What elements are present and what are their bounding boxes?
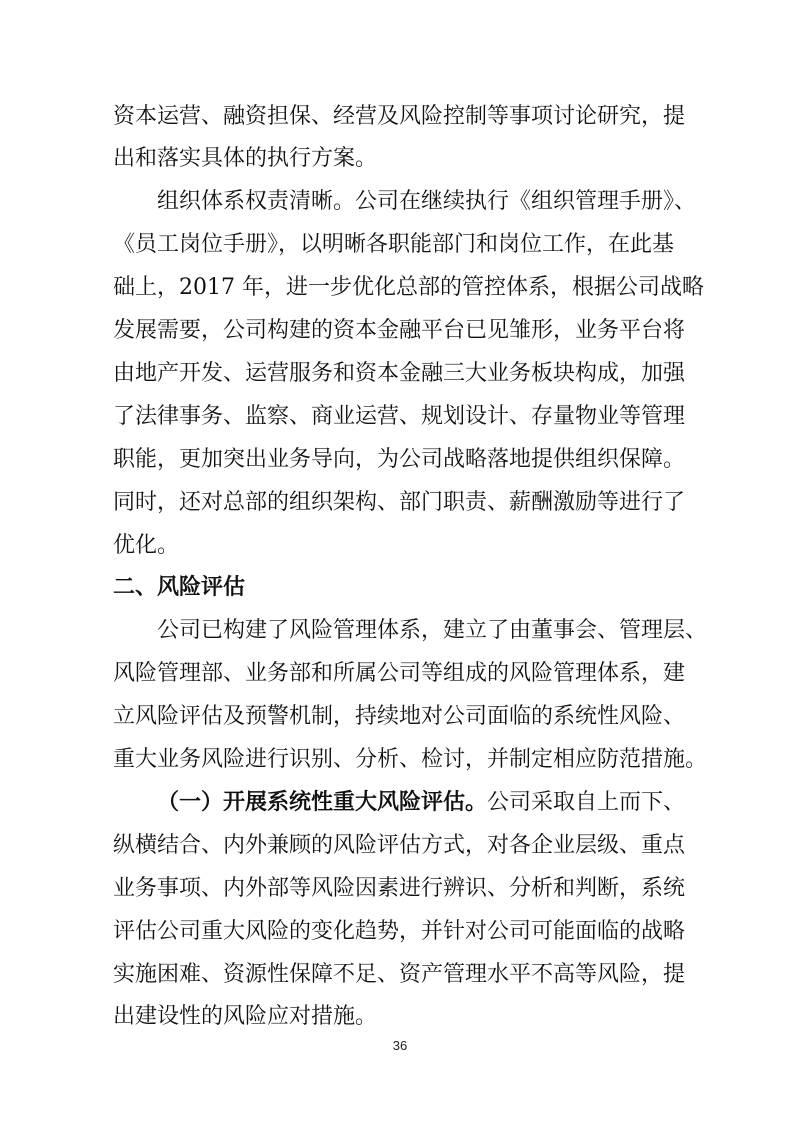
text-line: 业务事项、内外部等风险因素进行辨识、分析和判断，系统 (113, 876, 686, 901)
text-line: 《员工岗位手册》，以明晰各职能部门和岗位工作，在此基 (113, 232, 675, 257)
text-line: 出建设性的风险应对措施。 (113, 1004, 378, 1029)
text-line: 由地产开发、运营服务和资本金融三大业务板块构成，加强 (113, 361, 686, 386)
paragraph-first-line: 公司已构建了风险管理体系，建立了由董事会、管理层、 (157, 618, 708, 643)
text-line: 同时，还对总部的组织架构、部门职责、薪酬激励等进行了 (113, 490, 686, 515)
section-heading: 二、风险评估 (113, 575, 246, 600)
text-line: 出和落实具体的执行方案。 (113, 146, 378, 171)
text-run: 公司采取自上而下、 (487, 790, 686, 815)
text-line: 评估公司重大风险的变化趋势，并针对公司可能面临的战略 (113, 919, 686, 944)
text-line: 纵横结合、内外兼顾的风险评估方式，对各企业层级、重点 (113, 833, 686, 858)
text-line: 立风险评估及预警机制，持续地对公司面临的系统性风险、 (113, 704, 686, 729)
subsection-line (157, 785, 685, 821)
text-line: 风险管理部、业务部和所属公司等组成的风险管理体系，建 (113, 661, 686, 686)
page-number: 36 (392, 1038, 408, 1053)
text-line: 了法律事务、监察、商业运营、规划设计、存量物业等管理 (113, 404, 686, 429)
text-line: 实施困难、资源性保障不足、资产管理水平不高等风险，提 (113, 962, 686, 987)
paragraph-first-line: 组织体系权责清晰。公司在继续执行《组织管理手册》、 (157, 189, 697, 214)
text-line: 优化。 (113, 533, 180, 558)
text-line: 重大业务风险进行识别、分析、检讨，并制定相应防范措施。 (113, 747, 708, 772)
text-line: 资本运营、融资担保、经营及风险控制等事项讨论研究，提 (113, 104, 686, 129)
text-line: 职能，更加突出业务导向，为公司战略落地提供组织保障。 (113, 447, 686, 472)
text-line: 发展需要，公司构建的资本金融平台已见雏形，业务平台将 (113, 318, 686, 343)
text-line: 础上，2017 年，进一步优化总部的管控体系，根据公司战略 (113, 275, 704, 300)
subsection-heading: （一）开展系统性重大风险评估。 (157, 790, 488, 815)
